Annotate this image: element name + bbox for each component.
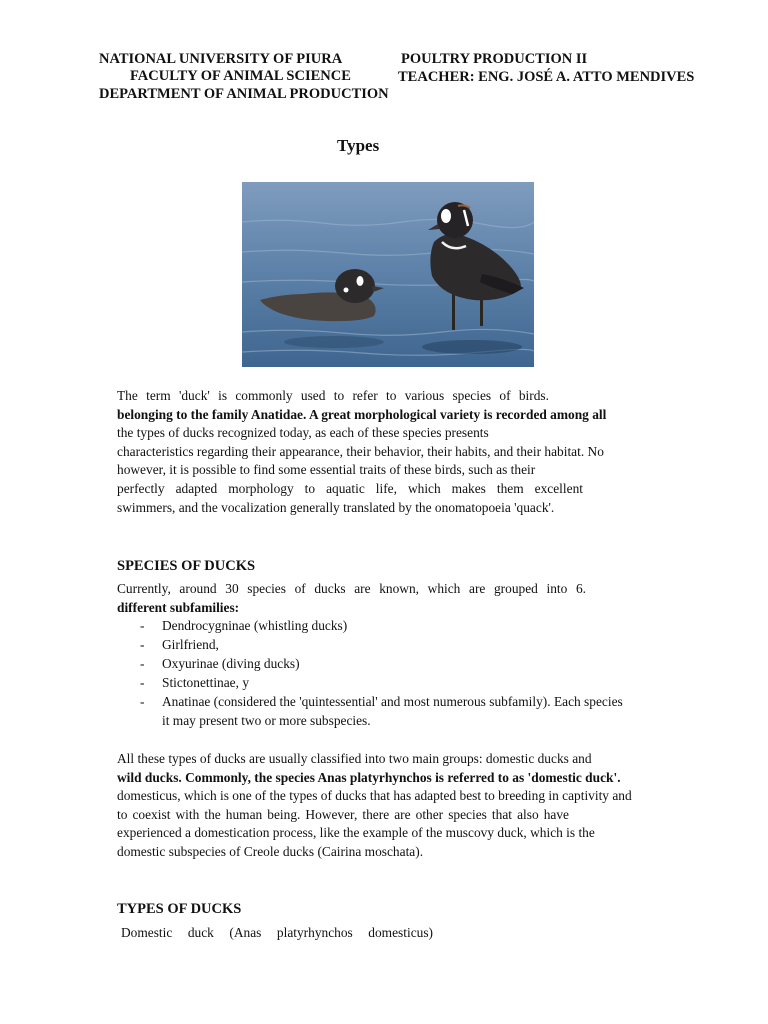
intro-line: perfectly adapted morphology to aquatic life, which makes them excellent [117,480,583,496]
groups-line: to coexist with the human being. However, there are other species that also have [117,806,569,822]
intro-line: belonging to the family Anatidae. A great morphological variety is recorded among all [117,406,607,422]
list-dash: - [140,694,145,709]
course-name: POULTRY PRODUCTION II [401,51,588,67]
species-heading: SPECIES OF DUCKS [117,558,256,574]
intro-line: The term 'duck' is commonly used to refer to various species of birds. [117,388,549,403]
list-dash: - [140,637,145,652]
duck-photo [242,182,534,367]
university-name: NATIONAL UNIVERSITY OF PIURA [99,51,343,67]
groups-paragraph [117,750,655,862]
list-item-text: Oxyurinae (diving ducks) [162,656,300,671]
groups-line: wild ducks. Commonly, the species Anas platyrhynchos is referred to as 'domestic duck'. [117,769,621,785]
list-item-text: Girlfriend, [162,637,219,652]
list-dash: - [140,675,145,690]
list-item-text: Anatinae (considered the 'quintessential' and most numerous subfamily). Each species [162,694,623,709]
list-dash: - [140,656,145,671]
intro-line: characteristics regarding their appearance, their behavior, their habits, and their habitat. No [117,443,604,459]
species-line: Currently, around 30 species of ducks are known, which are grouped into 6. [117,581,586,596]
types-heading: TYPES OF DUCKS [117,901,242,917]
species-line: different subfamilies: [117,599,240,615]
groups-line: domesticus, which is one of the types of ducks that has adapted best to breeding in captivity and [117,788,632,804]
intro-line: the types of ducks recognized today, as each of these species presents [117,425,489,441]
groups-line: domestic subspecies of Creole ducks (Cairina moschata). [117,843,424,859]
intro-line: swimmers, and the vocalization generally translated by the onomatopoeia 'quack'. [117,499,555,515]
types-first-item [121,924,659,943]
groups-line: experienced a domestication process, like the example of the muscovy duck, which is the [117,825,595,841]
list-item-text: Stictonettinae, y [162,675,250,690]
teacher-name: TEACHER: ENG. JOSÉ A. ATTO MENDIVES [398,69,695,85]
page-title: Types [337,136,380,155]
intro-paragraph [117,387,655,517]
list-item-text: it may present two or more subspecies. [162,713,371,728]
intro-line: however, it is possible to find some essential traits of these birds, such as their [117,462,536,478]
list-dash: - [140,618,145,633]
groups-line: All these types of ducks are usually classified into two main groups: domestic ducks and [117,751,592,766]
faculty-name: FACULTY OF ANIMAL SCIENCE [130,68,351,84]
species-intro [117,580,655,617]
list-item-text: Dendrocygninae (whistling ducks) [162,618,348,633]
department-name: DEPARTMENT OF ANIMAL PRODUCTION [99,86,389,102]
types-item-line: Domestic duck (Anas platyrhynchos domesticus) [121,925,433,940]
